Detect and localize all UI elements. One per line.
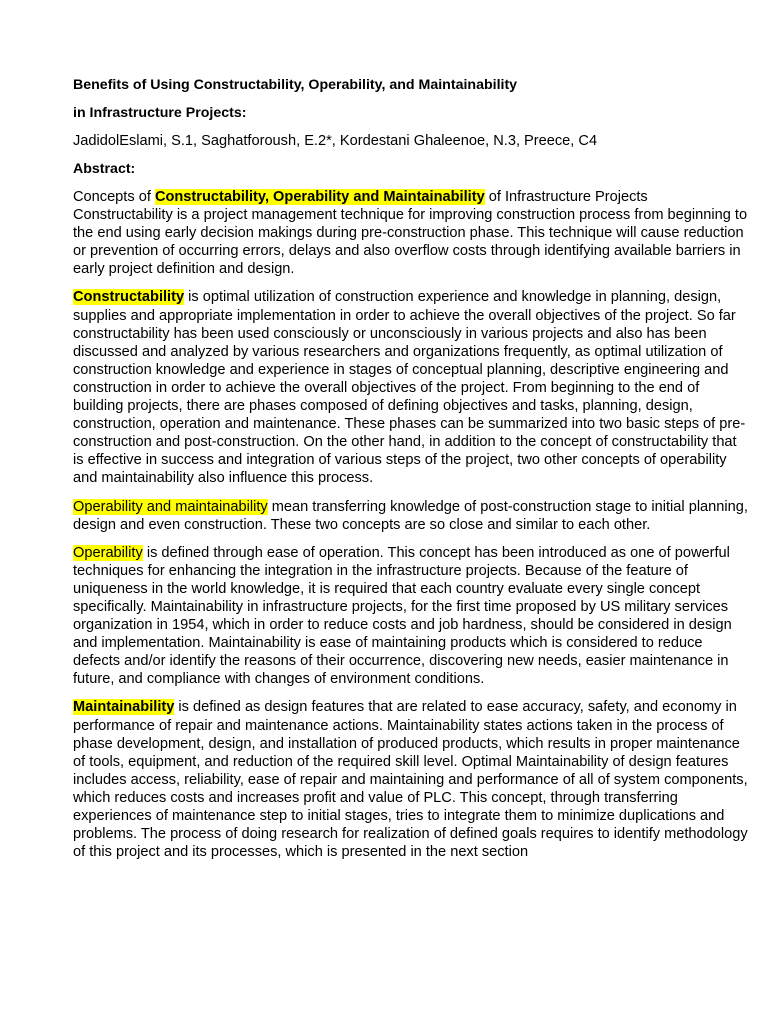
highlighted-term: Constructability: [73, 289, 185, 306]
highlighted-term: Operability: [73, 544, 143, 561]
highlighted-term: Constructability, Operability and Maintainability: [154, 189, 485, 205]
paragraph-text: mean transferring knowledge of post-construction stage to initial planning, design and even construction. These two concepts are so close and similar to each other.: [73, 498, 748, 533]
highlighted-term: Maintainability: [73, 699, 175, 716]
document-title-line-1: Benefits of Using Constructability, Operability, and Maintainability: [73, 77, 518, 93]
paragraph-text: is optimal utilization of construction experience and knowledge in planning, design, supplies and appropriate implementation in order to achieve the overall objectives of the project. So far constructability has been used consciously or unconsciously in various projects and also has been discussed and analyzed by various researchers and organizations frequently, as optimal utilization of construction knowledge and experience in stages of conceptual planning, descriptive engineering and construction in order to achieve the overall objectives of the project. From beginning to the end of building projects, there are phases composed of defining objectives and tasks, planning, design, construction, operation and maintenance. These phases can be summarized into two basic steps of pre-construction and post-construction. On the other hand, in addition to the concept of constructability that is effective in success and integration of various steps of the project, two other concepts of operability and maintainability also influence this process.: [73, 289, 746, 487]
authors-line: JadidolEslami, S.1, Saghatforoush, E.2*, Kordestani Ghaleenoe, N.3, Preece, C4: [73, 133, 598, 149]
paragraph-operability-maintainability: [73, 498, 751, 534]
paragraph-operability: [73, 544, 751, 689]
document-title-line-2: in Infrastructure Projects:: [73, 105, 247, 121]
abstract-heading: Abstract:: [73, 161, 136, 177]
highlighted-term: Operability and maintainability: [73, 498, 268, 515]
paragraph-constructability: [73, 288, 751, 487]
paragraph-text: of Infrastructure Projects Constructability is a project management technique for improving construction process from beginning to the end using early decision makings during pre-construction phase. This technique will cause reduction or prevention of occurring errors, delays and also overflow costs through identifying available barriers in early project definition and design.: [73, 189, 748, 278]
document-page: [73, 76, 751, 861]
paragraph-concepts: [73, 188, 751, 278]
paragraph-text: is defined through ease of operation. This concept has been introduced as one of powerful techniques for enhancing the integration in the infrastructure projects. Because of the feature of uniqueness in the world knowledge, it is required that each country evaluate every single concept specifically. Maintainability in infrastructure projects, for the first time proposed by US military services organization in 1954, which in order to reduce costs and job hardness, should be considered in design and implementation. Maintainability is ease of maintaining products which is considered to reduce defects and/or identify the reasons of their occurrence, discovering new needs, easier maintenance in future, and compliance with changes of environment conditions.: [73, 544, 732, 688]
paragraph-text: is defined as design features that are related to ease accuracy, safety, and economy in performance of repair and maintenance actions. Maintainability states actions taken in the process of phase development, design, and installation of produced products, which results in proper maintenance of tools, equipment, and reduction of the required skill level. Optimal Maintainability of design features includes access, reliability, ease of repair and maintaining and performance of all of system components, which reduces costs and increases profit and value of PLC. This concept, through transferring experiences of maintenance step to initial stages, tries to integrate them to minimize duplications and problems. The process of doing research for realization of defined goals requires to identify methodology of this project and its processes, which is presented in the next section: [73, 699, 748, 861]
paragraph-maintainability: [73, 698, 751, 861]
paragraph-prefix: Concepts of: [73, 189, 155, 205]
